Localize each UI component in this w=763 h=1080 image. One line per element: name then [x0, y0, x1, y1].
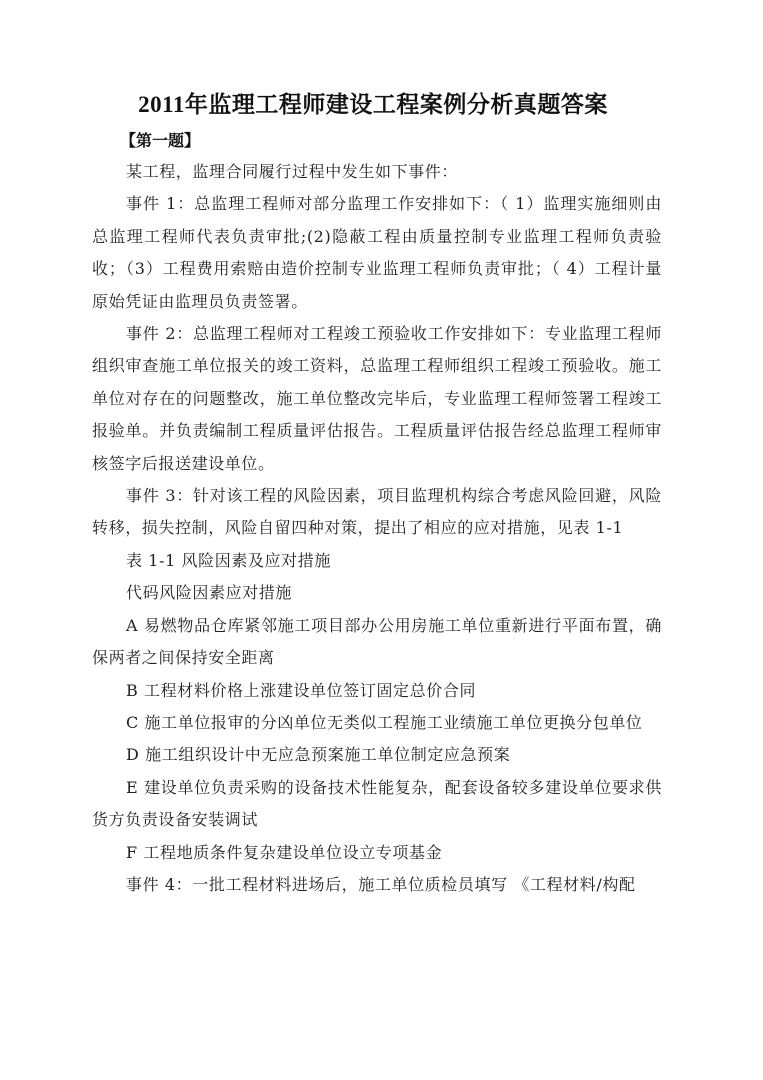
event-1-paragraph: 事件 1：总监理工程师对部分监理工作安排如下：（ 1）监理实施细则由总监理工程师代表负责审批;(2)隐蔽工程由质量控制专业监理工程师负责验收；（3）工程费用索赔由造价控制专业监理工程师负责审批；（ 4）工程计量原始凭证由监理员负责签署。: [92, 194, 662, 311]
table-header-row: 代码风险因素应对措施: [126, 583, 293, 603]
table-row-c: C 施工单位报审的分凶单位无类似工程施工业绩施工单位更换分包单位: [126, 712, 643, 732]
event-2-paragraph: 事件 2：总监理工程师对工程竣工预验收工作安排如下：专业监理工程师组织审查施工单位报关的竣工资料，总监理工程师组织工程竣工预验收。施工单位对存在的问题整改，施工单位整改完毕后，专业监理工程师签署工程竣工报验单。并负责编制工程质量评估报告。工程质量评估报告经总监理工程师审核签字后报送建设单位。: [92, 324, 662, 473]
document-title: 2011年监理工程师建设工程案例分析真题答案: [138, 92, 608, 117]
event-3-paragraph: 事件 3：针对该工程的风险因素，项目监理机构综合考虑风险回避，风险转移，损失控制，风险自留四种对策，提出了相应的应对措施，见表 1-1: [92, 486, 662, 538]
table-caption: 表 1-1 风险因素及应对措施: [126, 550, 331, 570]
table-row-f: F 工程地质条件复杂建设单位设立专项基金: [126, 842, 443, 862]
intro-paragraph: 某工程，监理合同履行过程中发生如下事件：: [126, 162, 459, 181]
document-page: [92, 90, 662, 901]
event-4-paragraph: 事件 4：一批工程材料进场后，施工单位质检员填写 《工程材料/构配: [126, 874, 636, 894]
table-row-d: D 施工组织设计中无应急预案施工单位制定应急预案: [126, 745, 511, 765]
table-row-a: A 易燃物品仓库紧邻施工项目部办公用房施工单位重新进行平面布置，确保两者之间保持安全距离: [92, 615, 662, 668]
table-row-e: E 建设单位负责采购的设备技术性能复杂，配套设备较多建设单位要求供货方负责设备安装调试: [92, 777, 662, 830]
section-heading: 【第一题】: [120, 131, 201, 150]
table-row-b: B 工程材料价格上涨建设单位签订固定总价合同: [126, 680, 477, 700]
